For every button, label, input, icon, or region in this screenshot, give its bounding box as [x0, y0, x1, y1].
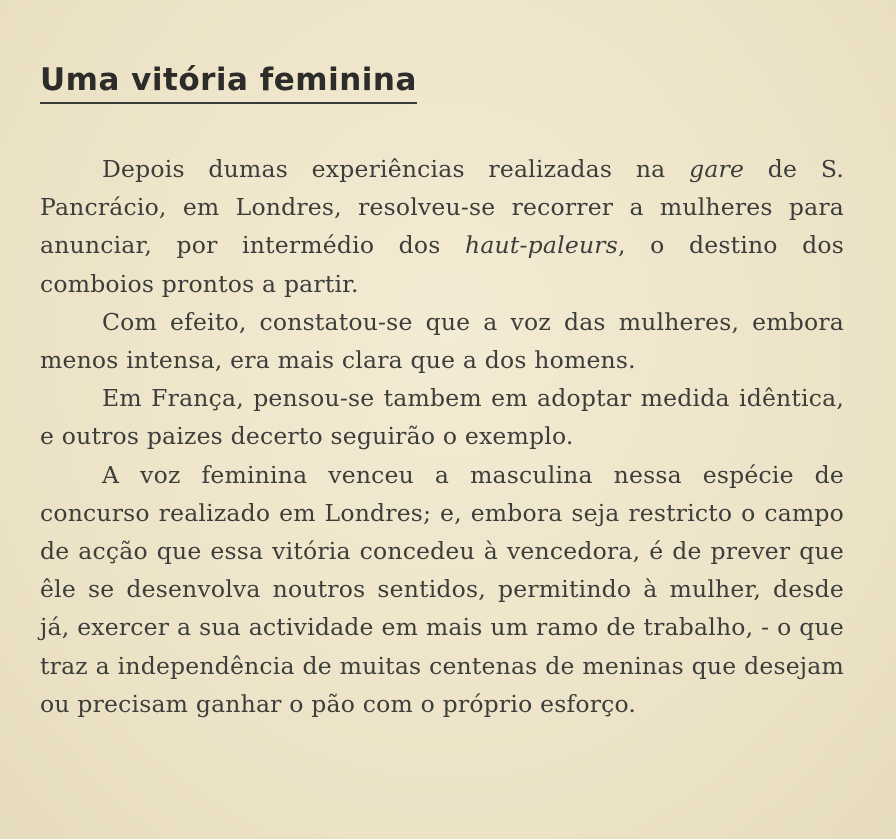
- paragraph-1-text-c: de S. Pancrácio, em Londres, resolveu-se recorrer a mulheres para anunciar, por intermédio dos: [40, 155, 844, 260]
- article-body: [40, 150, 844, 723]
- paragraph-1: [40, 150, 844, 303]
- paragraph-1-italic-gare: gare: [689, 155, 745, 183]
- paragraph-1-text-a: Depois dumas experiências realizadas na: [102, 155, 690, 183]
- paragraph-4: A voz feminina venceu a masculina nessa espécie de concurso realizado em Londres; e, embora seja restricto o campo de acção que essa vitória concedeu à vencedora, é de prever que êle se desenvolva noutros sentidos, permitindo à mulher, desde já, exercer a sua actividade em mais um ramo de trabalho, - o que traz a independência de muitas centenas de meninas que desejam ou precisam ganhar o pão com o próprio esforço.: [40, 460, 844, 718]
- paragraph-1-italic-haut-paleurs: haut-paleurs: [465, 231, 618, 260]
- article-title: Uma vitória feminina: [40, 62, 417, 104]
- paragraph-3: Em França, pensou-se tambem em adoptar medida idêntica, e outros paizes decerto seguirão o exemplo.: [40, 384, 844, 451]
- paragraph-1-text-e: , o destino dos comboios prontos a partir.: [40, 231, 844, 298]
- paragraph-2: Com efeito, constatou-se que a voz das mulheres, embora menos intensa, era mais clara que a dos homens.: [40, 307, 844, 375]
